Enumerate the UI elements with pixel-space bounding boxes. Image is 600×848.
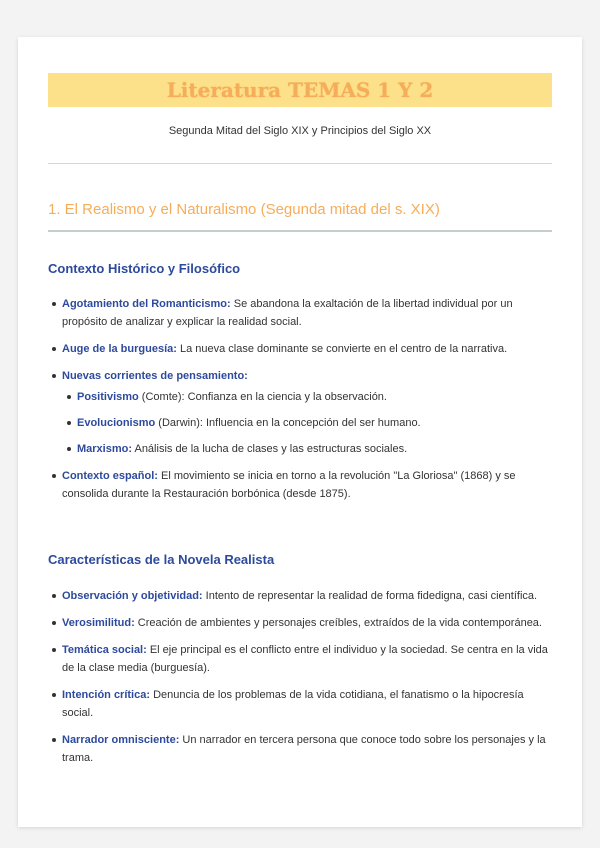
item-label: Verosimilitud:: [62, 617, 135, 629]
item-label: Contexto español:: [62, 470, 158, 482]
page-title: Literatura TEMAS 1 Y 2: [166, 78, 434, 102]
divider: [48, 163, 552, 164]
item-label: Intención crítica:: [62, 689, 151, 701]
title-banner: [48, 73, 552, 107]
item-text: Creación de ambientes y personajes creíbles, extraídos de la vida contemporánea.: [134, 617, 542, 629]
features-heading: Características de la Novela Realista: [48, 552, 275, 567]
item-text: El eje principal es el conflicto entre el individuo y la sociedad. Se centra en la vida de la clase media (burguesía).: [62, 644, 548, 674]
section-heading: 1. El Realismo y el Naturalismo (Segunda mitad del s. XIX): [48, 201, 440, 218]
section-divider: [48, 230, 552, 232]
list-item: [48, 686, 552, 722]
list-item: [48, 340, 552, 358]
item-label: Narrador omnisciente:: [62, 734, 180, 746]
list-item: [48, 295, 552, 331]
features-list: [48, 587, 552, 776]
list-item: [48, 614, 552, 632]
list-item: [48, 467, 552, 503]
document-page: [18, 37, 582, 827]
item-text: Intento de representar la realidad de forma fidedigna, casi científica.: [202, 590, 538, 602]
page-subtitle: Segunda Mitad del Siglo XIX y Principios del Siglo XX: [168, 125, 432, 137]
item-label: Agotamiento del Romanticismo:: [62, 298, 231, 310]
item-text: La nueva clase dominante se convierte en el centro de la narrativa.: [176, 343, 508, 355]
list-item: [48, 367, 552, 458]
item-label: Observación y objetividad:: [62, 590, 203, 602]
item-label: Nuevas corrientes de pensamiento:: [62, 370, 248, 382]
sub-item-text: Análisis de la lucha de clases y las estructuras sociales.: [132, 443, 408, 455]
item-text: Un narrador en tercera persona que conoce todo sobre los personajes y la trama.: [62, 734, 546, 764]
item-text: Se abandona la exaltación de la libertad individual por un propósito de analizar y explicar la realidad social.: [62, 298, 513, 328]
item-label: Auge de la burguesía:: [62, 343, 177, 355]
sub-list: [62, 388, 552, 458]
item-label: Temática social:: [62, 644, 147, 656]
sub-list-item: [62, 388, 552, 406]
list-item: [48, 587, 552, 605]
item-text: Denuncia de los problemas de la vida cotidiana, el fanatismo o la hipocresía social.: [62, 689, 524, 719]
sub-list-item: [62, 414, 552, 432]
context-list: [48, 295, 552, 512]
context-heading: Contexto Histórico y Filosófico: [48, 261, 241, 276]
item-text: El movimiento se inicia en torno a la revolución "La Gloriosa" (1868) y se consolida durante la Restauración borbónica (desde 1875).: [62, 470, 516, 500]
list-item: [48, 731, 552, 767]
sub-item-label: Marxismo:: [77, 443, 133, 455]
sub-list-item: [62, 440, 552, 458]
sub-item-label: Positivismo: [77, 391, 139, 403]
sub-item-label: Evolucionismo: [77, 417, 156, 429]
sub-item-text: (Comte): Confianza en la ciencia y la observación.: [138, 391, 387, 403]
sub-item-text: (Darwin): Influencia en la concepción del ser humano.: [155, 417, 421, 429]
list-item: [48, 641, 552, 677]
